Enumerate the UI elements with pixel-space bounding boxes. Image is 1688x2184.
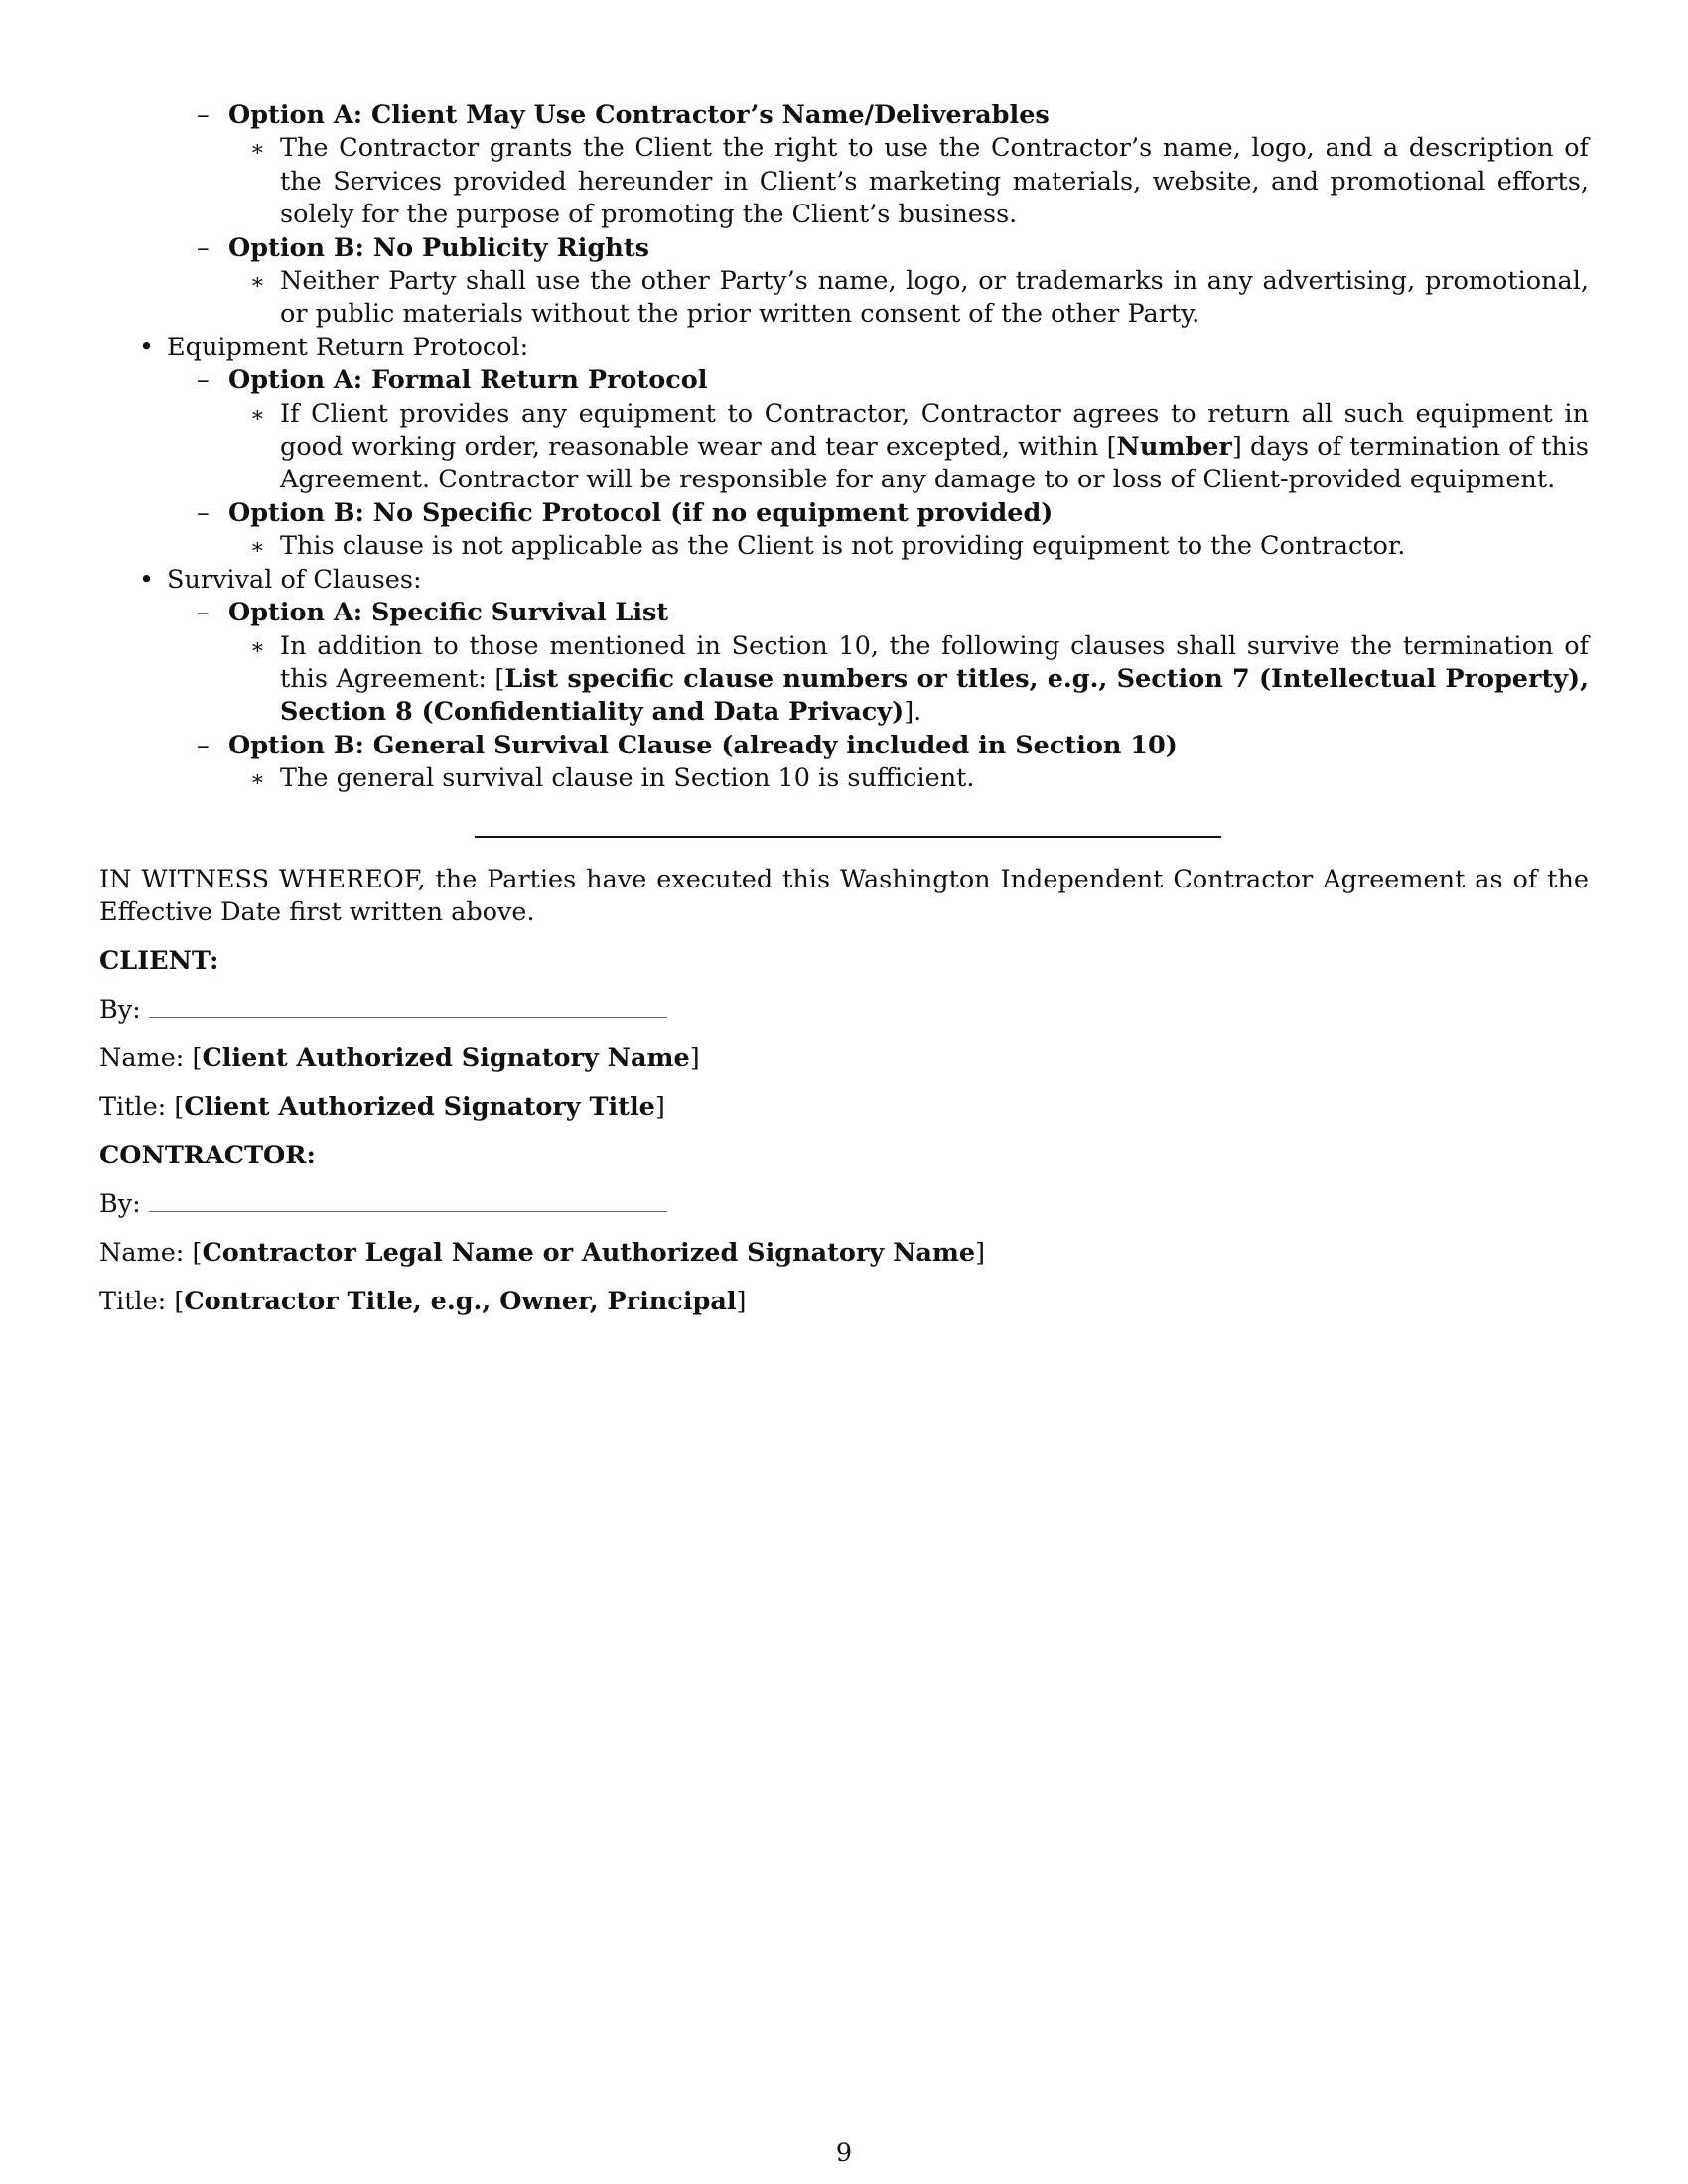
contractor-heading: CONTRACTOR: <box>99 1141 316 1171</box>
equipment-section <box>99 332 1589 564</box>
survival-label: • Survival of Clauses: <box>99 564 1589 597</box>
survival-option-a-title: – Option A: Specific Survival List <box>99 597 1589 629</box>
survival-option-a-text: ∗ In addition to those mentioned in Section 10, the following clauses shall survive the termination of this Agreement: [List specific clause numbers or titles, e.g., Section 7 (Intellectual Property), Section 8 (Confidentiality and Data Privacy)]. <box>99 630 1589 730</box>
equipment-option-b-title: – Option B: No Specific Protocol (if no equipment provided) <box>99 497 1589 530</box>
publicity-option-a-text: ∗ The Contractor grants the Client the right to use the Contractor’s name, logo, and a description of the Services provided hereunder in Client’s marketing materials, website, and promotional efforts, solely for the purpose of promoting the Client’s business. <box>99 132 1589 231</box>
client-name-line: Name: [Client Authorized Signatory Name] <box>99 1043 700 1074</box>
client-heading: CLIENT: <box>99 946 219 977</box>
contractor-signature-line[interactable]: By: <box>99 1188 1589 1221</box>
equipment-label: • Equipment Return Protocol: <box>99 332 1589 364</box>
client-name-placeholder: Client Authorized Signatory Name <box>202 1043 690 1074</box>
contractor-signature-blank[interactable] <box>149 1189 667 1212</box>
number-placeholder: Number <box>1116 432 1232 463</box>
client-signature-line[interactable]: By: <box>99 994 1589 1026</box>
survival-option-b-title: – Option B: General Survival Clause (already included in Section 10) <box>99 730 1589 762</box>
publicity-options <box>99 99 1589 332</box>
survival-option-b-text: ∗ The general survival clause in Section 10 is sufficient. <box>99 762 1589 795</box>
client-title-line: Title: [Client Authorized Signatory Title] <box>99 1092 665 1123</box>
publicity-option-b-title: – Option B: No Publicity Rights <box>99 232 1589 265</box>
contractor-name-placeholder: Contractor Legal Name or Authorized Signatory Name <box>202 1238 976 1269</box>
survival-section <box>99 564 1589 796</box>
contractor-title-line: Title: [Contractor Title, e.g., Owner, Principal] <box>99 1287 747 1317</box>
equipment-option-a-text: ∗ If Client provides any equipment to Contractor, Contractor agrees to return all such equipment in good working order, reasonable wear and tear excepted, within [Number] days of termination of this Agreement. Contractor will be responsible for any damage to or loss of Client-provided equipment. <box>99 398 1589 497</box>
client-title-placeholder: Client Authorized Signatory Title <box>184 1092 655 1123</box>
document-body <box>99 99 1589 1318</box>
equipment-option-a-title: – Option A: Formal Return Protocol <box>99 364 1589 397</box>
equipment-option-b-text: ∗ This clause is not applicable as the Client is not providing equipment to the Contractor. <box>99 530 1589 563</box>
publicity-option-a-title: – Option A: Client May Use Contractor’s Name/Deliverables <box>99 99 1589 132</box>
page-number: 9 <box>835 2138 853 2168</box>
contractor-name-line: Name: [Contractor Legal Name or Authorized Signatory Name] <box>99 1238 986 1269</box>
horizontal-rule <box>475 836 1221 838</box>
client-signature-blank[interactable] <box>149 995 667 1018</box>
clause-list-placeholder: List specific clause numbers or titles, e.g., Section 7 (Intellectual Property), Section 8 (Confidentiality and Data Privacy) <box>280 663 1589 728</box>
publicity-option-b-text: ∗ Neither Party shall use the other Party’s name, logo, or trademarks in any advertising, promotional, or public materials without the prior written consent of the other Party. <box>99 265 1589 332</box>
contractor-title-placeholder: Contractor Title, e.g., Owner, Principal <box>184 1287 737 1317</box>
witness-clause: IN WITNESS WHEREOF, the Parties have executed this Washington Independent Contractor Agreement as of the Effective Date first written above. <box>99 864 1589 927</box>
